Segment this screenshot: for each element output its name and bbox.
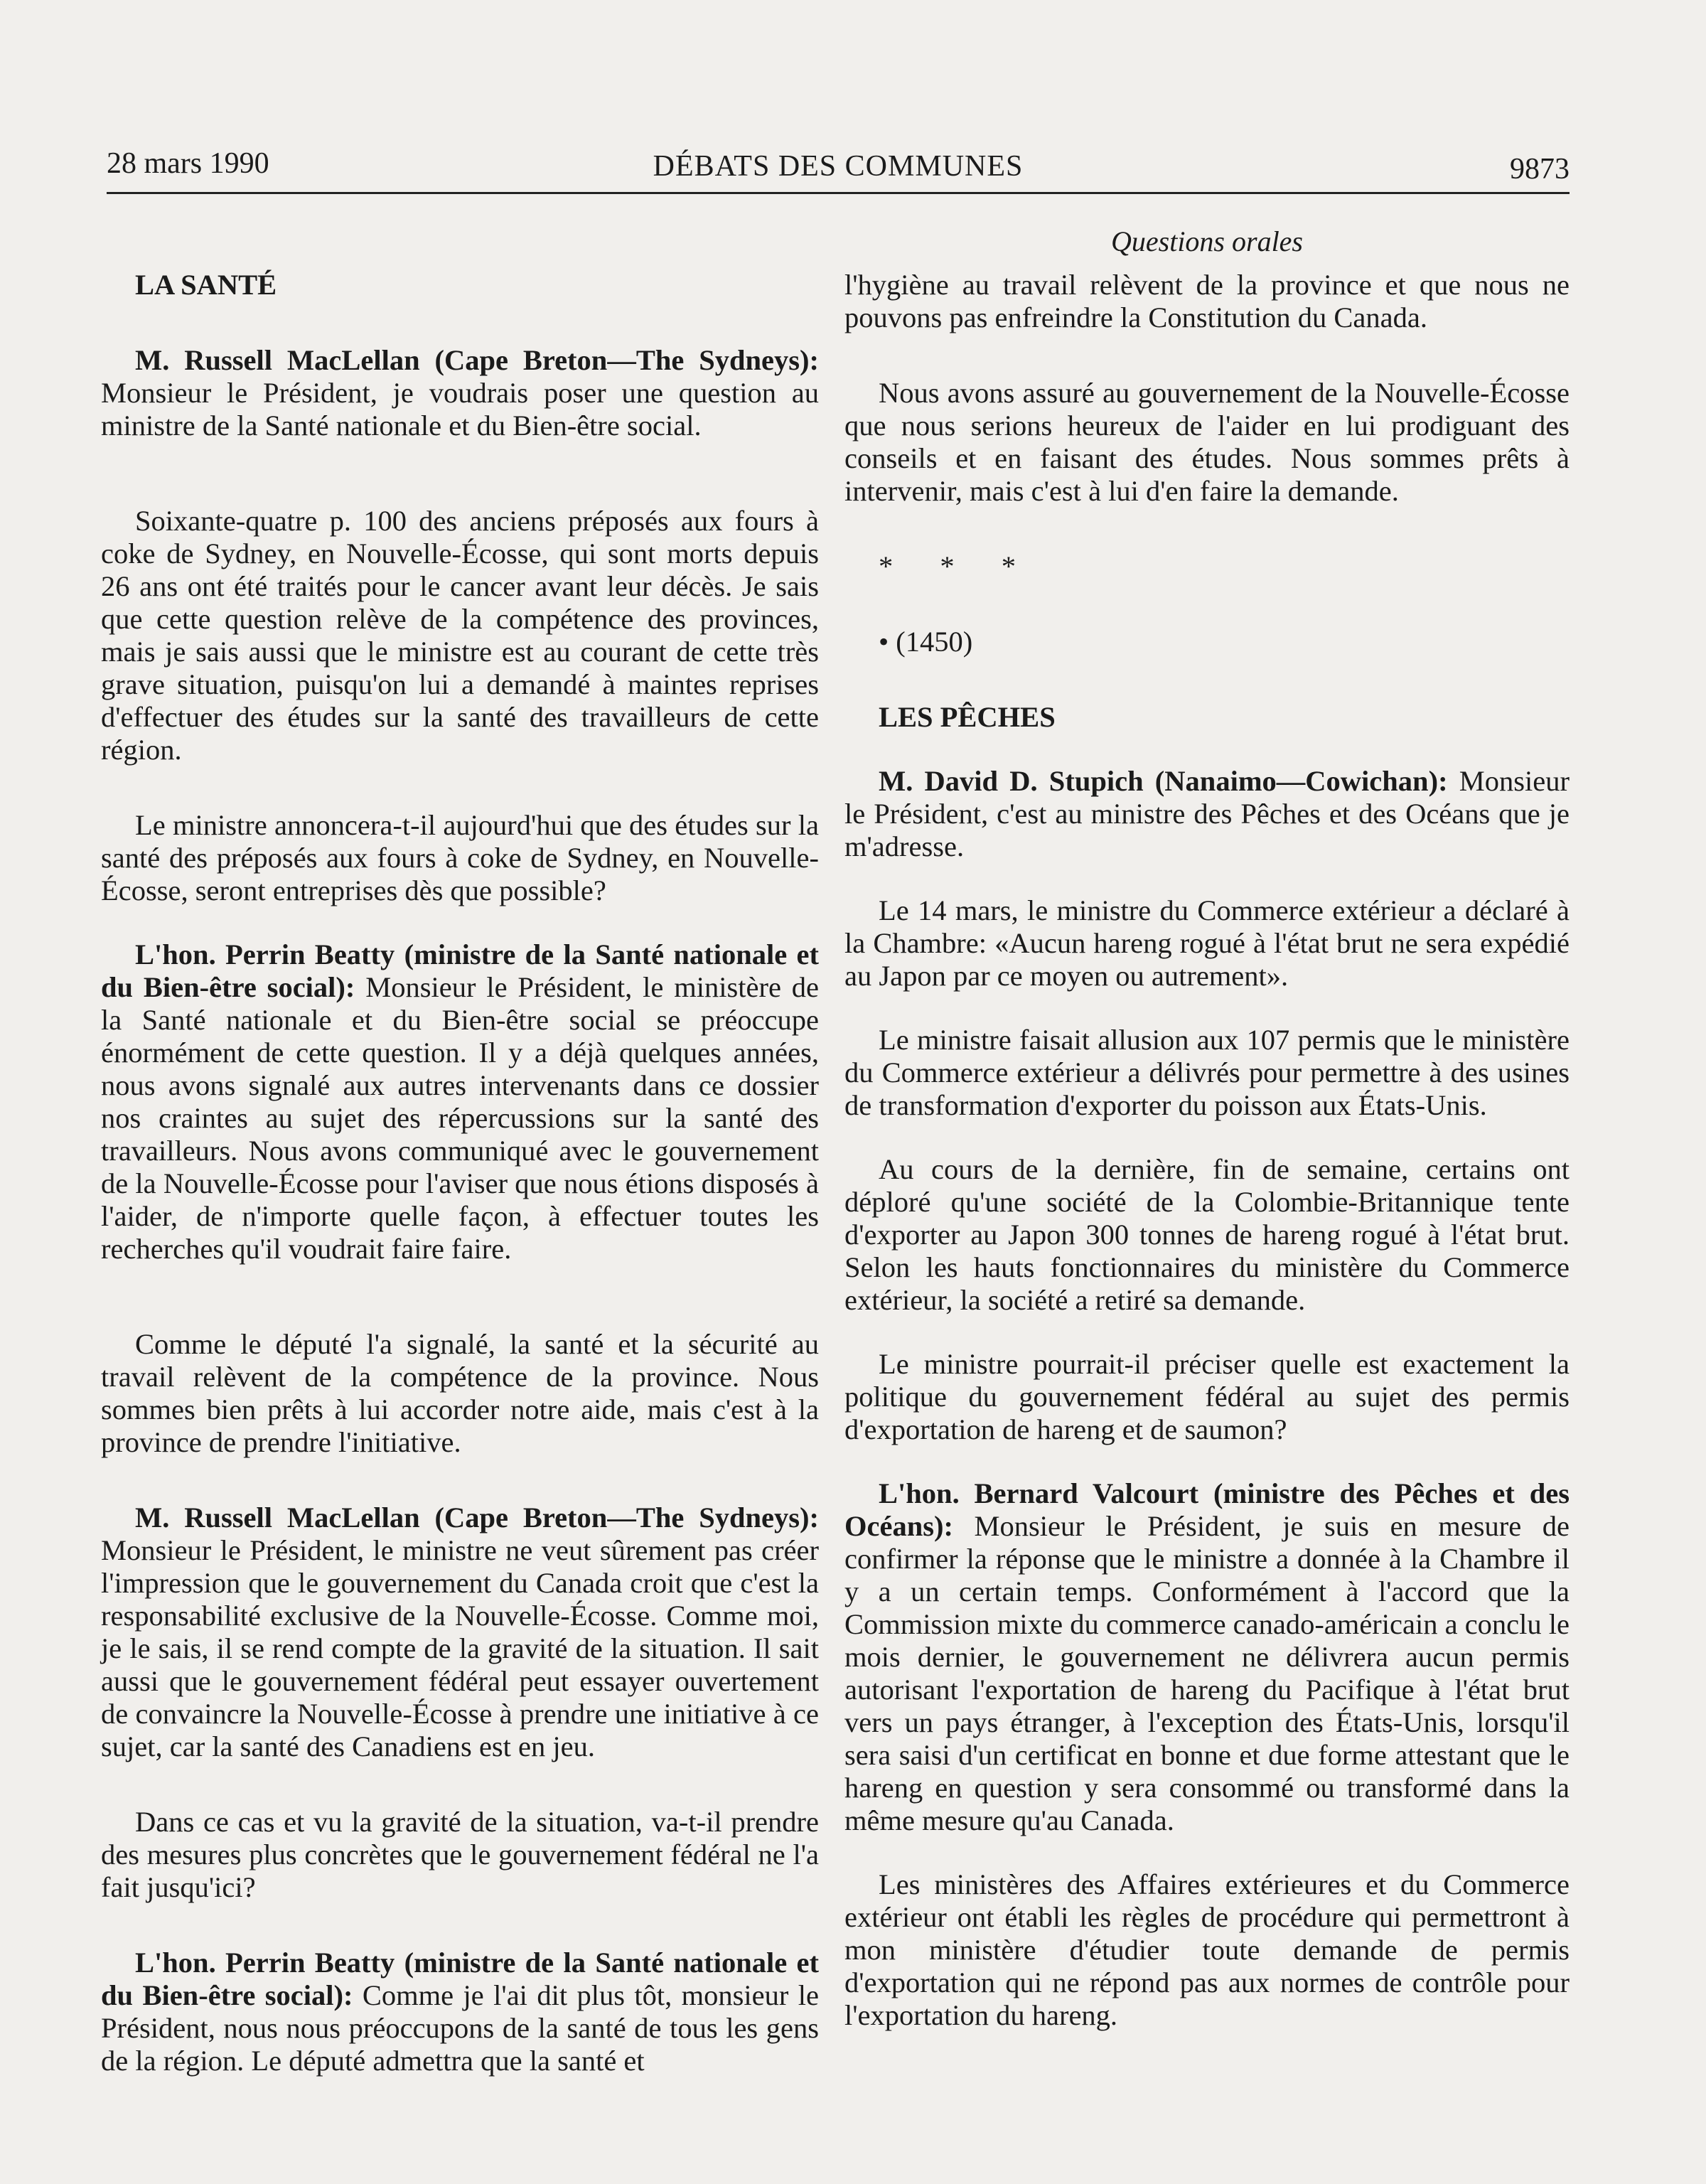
header-title: DÉBATS DES COMMUNES [653,150,1024,183]
paragraph [844,1477,1570,1837]
section-heading-sante: LA SANTÉ [135,269,277,301]
paragraph: Dans ce cas et vu la gravité de la situation, va-t-il prendre des mesures plus concrètes que le gouvernement fédéral ne l'a fait jusqu'ici? [101,1806,819,1903]
speaker-name: M. Russell MacLellan (Cape Breton—The Sydneys): [135,1502,819,1533]
speech-text: Comme je l'ai dit plus tôt, monsieur le Président, nous nous préoccupons de la santé de tous les gens de la région. Le député admettra que la santé et [101,1979,820,2077]
paragraph: Le ministre annoncera-t-il aujourd'hui que des études sur la santé des préposés aux fours à coke de Sydney, en Nouvelle-Écosse, seront entreprises dès que possible? [101,809,819,906]
time-marker: • (1450) [879,626,973,658]
speech-text: Monsieur le Président, je suis en mesure de confirmer la réponse que le ministre a donnée à la Chambre il y a un certain temps. Conformément à l'accord que la Commission mixte du commerce canado-américain a conclu le mois dernier, le gouvernement ne délivrera aucun permis autorisant l'exportation de hareng du Pacifique à l'état brut vers un pays étranger, à l'exception des États-Unis, lorsqu'il sera saisi d'un certificat en bonne et due forme attestant que le hareng en question y sera consommé ou transformé dans la même mesure qu'au Canada. [844,1510,1570,1836]
left-column [101,269,819,2077]
speaker-name: L'hon. Bernard Valcourt (ministre des Pêches et des Océans): [844,1477,1570,1542]
section-separator: * * * [879,550,1036,582]
paragraph [101,344,819,442]
section-label: Questions orales [1111,225,1303,257]
paragraph: Le ministre pourrait-il préciser quelle est exactement la politique du gouvernement fédéral au sujet des permis d'exportation de hareng et de saumon? [844,1348,1570,1445]
paragraph: Au cours de la dernière, fin de semaine, certains ont déploré qu'une société de la Colombie-Britannique tente d'exporter au Japon 300 tonnes de hareng rogué à l'état brut. Selon les hauts fonctionnaires du ministère du Commerce extérieur, la société a retiré sa demande. [844,1153,1570,1316]
speech-text: Monsieur le Président, le ministère de la Santé nationale et du Bien-être social se préoccupe énormément de cette question. Il y a déjà quelques années, nous avons signalé aux autres intervenants dans ce dossier nos craintes au sujet des répercussions sur la santé des travailleurs. Nous avons communiqué avec le gouvernement de la Nouvelle-Écosse pour l'aviser que nous étions disposés à l'aider, de n'importe quelle façon, à effectuer toutes les recherches qu'il voudrait faire faire. [101,971,819,1265]
right-column [844,269,1570,2032]
paragraph: Les ministères des Affaires extérieures et du Commerce extérieur ont établi les règles de procédure qui permettront à mon ministère d'étudier toute demande de permis d'exportation qui ne répond pas aux normes de contrôle pour l'exportation du hareng. [844,1868,1570,2031]
speech-text: Monsieur le Président, je voudrais poser une question au ministre de la Santé nationale et du Bien-être social. [101,377,819,441]
speech-text: Monsieur le Président, c'est au ministre des Pêches et des Océans que je m'adresse. [844,765,1570,862]
paragraph: Comme le député l'a signalé, la santé et la sécurité au travail relèvent de la compétence de la province. Nous sommes bien prêts à lui accorder notre aide, mais c'est à la province de prendre l'initiative. [101,1328,819,1458]
speaker-name: M. Russell MacLellan (Cape Breton—The Sydneys): [135,344,819,376]
paragraph [101,1947,819,2077]
speaker-name: L'hon. Perrin Beatty (ministre de la Santé nationale et du Bien-être social): [101,938,819,1003]
paragraph: Nous avons assuré au gouvernement de la Nouvelle-Écosse que nous serions heureux de l'aider en lui prodiguant des conseils et en faisant des études. Nous sommes prêts à intervenir, mais c'est à lui d'en faire la demande. [844,377,1570,507]
speaker-name: M. David D. Stupich (Nanaimo—Cowichan): [879,765,1448,797]
paragraph: l'hygiène au travail relèvent de la province et que nous ne pouvons pas enfreindre la Constitution du Canada. [844,269,1570,333]
paragraph: Le ministre faisait allusion aux 107 permis que le ministère du Commerce extérieur a délivrés pour permettre à des usines de transformation d'exporter du poisson aux États-Unis. [844,1024,1570,1121]
page-header [107,142,1570,194]
page-number: 9873 [1510,153,1570,186]
section-heading-peches: LES PÊCHES [879,701,1056,733]
header-date: 28 mars 1990 [107,147,269,180]
speaker-name: L'hon. Perrin Beatty (ministre de la Santé nationale et du Bien-être social): [101,1947,819,2011]
speech-text: Monsieur le Président, le ministre ne veut sûrement pas créer l'impression que le gouvernement du Canada croit que c'est la responsabilité exclusive de la Nouvelle-Écosse. Comme moi, je le sais, il se rend compte de la gravité de la situation. Il sait aussi que le gouvernement fédéral peut essayer ouvertement de convaincre la Nouvelle-Écosse à prendre une initiative à ce sujet, car la santé des Canadiens est en jeu. [101,1534,819,1762]
paragraph [101,1502,819,1763]
paragraph: Soixante-quatre p. 100 des anciens préposés aux fours à coke de Sydney, en Nouvelle-Écosse, qui sont morts depuis 26 ans ont été traités pour le cancer avant leur décès. Je sais que cette question relève de la compétence des provinces, mais je sais aussi que le ministre est au courant de cette très grave situation, puisqu'on lui a demandé à maintes reprises d'effectuer des études sur la santé des travailleurs de cette région. [101,505,819,766]
paragraph [844,765,1570,863]
paragraph [101,938,819,1265]
paragraph: Le 14 mars, le ministre du Commerce extérieur a déclaré à la Chambre: «Aucun hareng rogué à l'état brut ne sera expédié au Japon par ce moyen ou autrement». [844,894,1570,992]
